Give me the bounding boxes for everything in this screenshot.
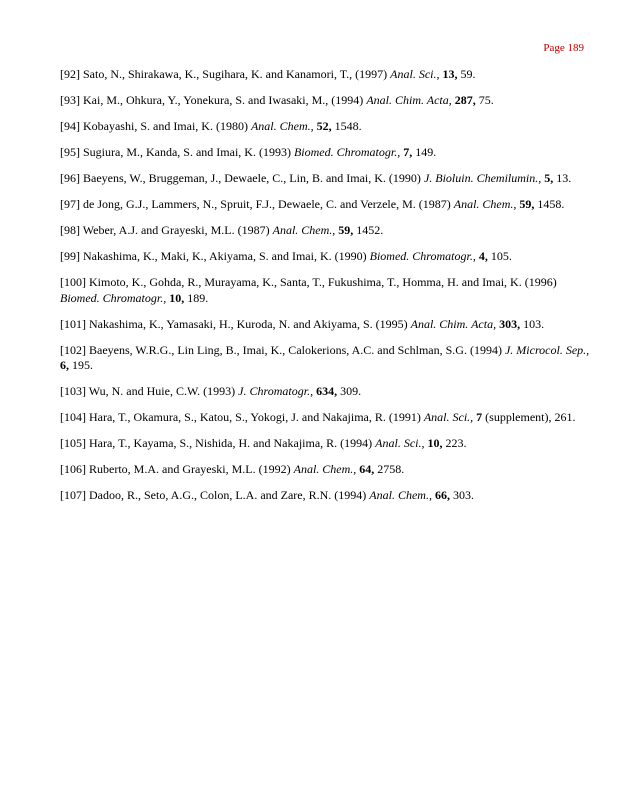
reference-volume: 7 <box>476 410 483 424</box>
reference-pages: 309. <box>337 384 362 398</box>
reference-pages: 59. <box>457 67 476 81</box>
reference-authors: [94] Kobayashi, S. and Imai, K. (1980) <box>60 119 251 133</box>
reference-volume: 64, <box>359 462 375 476</box>
reference-journal: Anal. Sci., <box>390 67 440 81</box>
reference-pages: 1452. <box>353 223 384 237</box>
reference-item <box>60 145 590 161</box>
reference-journal: Anal. Chem., <box>453 197 517 211</box>
reference-volume: 287, <box>454 93 476 107</box>
reference-journal: Anal. Chem., <box>369 488 432 502</box>
page-number: Page 189 <box>543 42 584 54</box>
reference-journal: Anal. Chem., <box>293 462 357 476</box>
reference-journal: Biomed. Chromatogr., <box>293 145 401 159</box>
reference-volume: 7, <box>403 145 413 159</box>
reference-item <box>60 384 590 400</box>
reference-journal: Anal. Sci., <box>375 436 425 450</box>
reference-pages: 1548. <box>331 119 362 133</box>
reference-authors: [92] Sato, N., Shirakawa, K., Sugihara, K. and Kanamori, T., (1997) <box>60 67 391 81</box>
reference-journal: Biomed. Chromatogr., <box>60 290 167 305</box>
reference-volume: 52, <box>316 119 332 133</box>
reference-volume: 6, <box>60 358 69 372</box>
reference-authors: [98] Weber, A.J. and Grayeski, M.L. (1987) <box>60 223 273 237</box>
reference-volume: 66, <box>434 488 450 502</box>
reference-journal: Anal. Chim. Acta, <box>366 93 452 107</box>
reference-pages: 13. <box>553 171 572 185</box>
reference-item <box>60 93 590 109</box>
reference-authors: [101] Nakashima, K., Yamasaki, H., Kuroda, N. and Akiyama, S. (1995) <box>60 316 411 331</box>
reference-volume: 5, <box>544 171 554 185</box>
reference-volume: 59, <box>338 223 354 237</box>
reference-pages: (supplement), 261. <box>482 410 576 424</box>
reference-item <box>60 223 590 239</box>
reference-authors: [96] Baeyens, W., Bruggeman, J., Dewaele, C., Lin, B. and Imai, K. (1990) <box>60 171 424 185</box>
reference-authors: [107] Dadoo, R., Seto, A.G., Colon, L.A. and Zare, R.N. (1994) <box>60 488 370 502</box>
reference-item <box>60 171 590 187</box>
reference-journal: J. Bioluin. Chemilumin., <box>423 171 542 185</box>
reference-authors: [106] Ruberto, M.A. and Grayeski, M.L. (1992) <box>60 462 294 476</box>
reference-authors: [95] Sugiura, M., Kanda, S. and Imai, K. (1993) <box>60 145 294 159</box>
reference-item <box>60 249 590 265</box>
reference-journal: Anal. Chem., <box>272 223 336 237</box>
reference-authors: [105] Hara, T., Kayama, S., Nishida, H. and Nakajima, R. (1994) <box>60 436 376 450</box>
reference-item <box>60 197 590 213</box>
reference-journal: Anal. Chim. Acta, <box>410 316 497 331</box>
reference-item <box>60 410 590 426</box>
reference-item <box>60 488 590 504</box>
reference-pages: 149. <box>412 145 437 159</box>
reference-pages: 223. <box>442 436 467 450</box>
reference-authors: [93] Kai, M., Ohkura, Y., Yonekura, S. and Iwasaki, M., (1994) <box>60 93 367 107</box>
reference-pages: 105. <box>487 249 512 263</box>
reference-volume: 13, <box>442 67 458 81</box>
reference-volume: 59, <box>519 197 535 211</box>
reference-authors: [103] Wu, N. and Huie, C.W. (1993) <box>60 384 239 398</box>
reference-authors: [104] Hara, T., Okamura, S., Katou, S., Yokogi, J. and Nakajima, R. (1991) <box>60 410 424 424</box>
reference-item <box>60 317 590 333</box>
reference-item <box>60 462 590 478</box>
reference-pages: 2758. <box>374 462 405 476</box>
reference-journal: J. Chromatogr., <box>238 384 314 398</box>
reference-item <box>60 67 590 83</box>
reference-pages: 103. <box>520 316 545 331</box>
reference-journal: Biomed. Chromatogr., <box>369 249 476 263</box>
reference-pages: 189. <box>184 290 209 305</box>
reference-journal: J. Microcol. Sep., <box>504 342 590 357</box>
reference-volume: 303, <box>499 316 521 331</box>
reference-volume: 4, <box>478 249 488 263</box>
reference-list <box>60 67 590 514</box>
reference-item <box>60 343 590 374</box>
reference-authors: [97] de Jong, G.J., Lammers, N., Spruit, F.J., Dewaele, C. and Verzele, M. (1987) <box>60 197 454 211</box>
reference-journal: Anal. Sci., <box>423 410 474 424</box>
reference-volume: 10, <box>169 290 185 305</box>
reference-pages: 303. <box>449 488 474 502</box>
reference-volume: 634, <box>316 384 338 398</box>
reference-authors: [99] Nakashima, K., Maki, K., Akiyama, S. and Imai, K. (1990) <box>60 249 370 263</box>
reference-authors: [102] Baeyens, W.R.G., Lin Ling, B., Imai, K., Calokerions, A.C. and Schlman, S.G. (1994) <box>60 342 505 357</box>
reference-item <box>60 119 590 135</box>
reference-pages: 75. <box>475 93 494 107</box>
reference-item <box>60 275 590 306</box>
reference-authors: [100] Kimoto, K., Gohda, R., Murayama, K., Santa, T., Fukushima, T., Homma, H. and Imai, K. (1996) <box>60 275 557 289</box>
reference-pages: 1458. <box>534 197 565 211</box>
reference-journal: Anal. Chem., <box>250 119 314 133</box>
reference-pages: 195. <box>69 358 93 372</box>
reference-item <box>60 436 590 452</box>
reference-volume: 10, <box>427 436 443 450</box>
